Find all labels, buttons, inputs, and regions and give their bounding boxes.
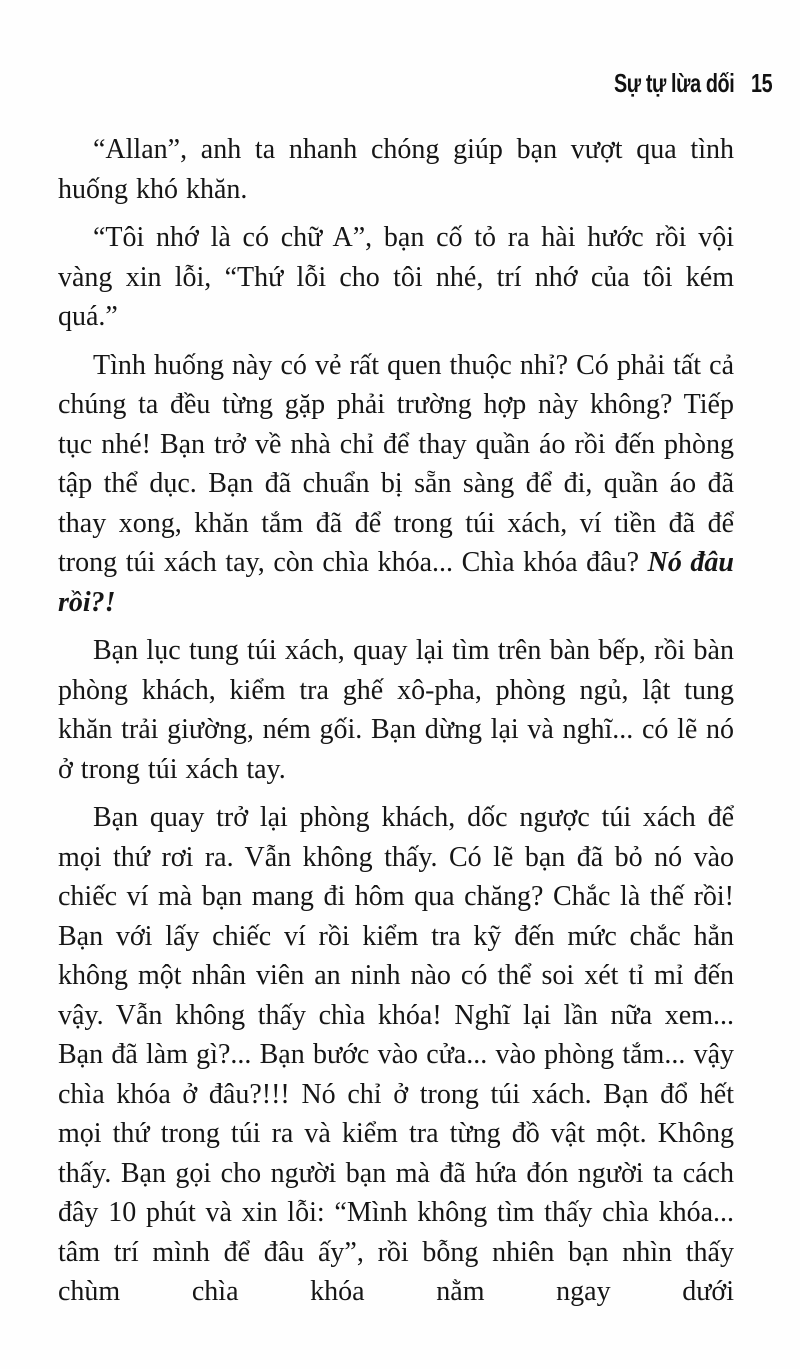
emphasis-text: Nó đâu rồi?! bbox=[58, 547, 735, 618]
page-content bbox=[58, 130, 734, 1312]
running-header bbox=[614, 68, 772, 99]
paragraph: “Tôi nhớ là có chữ A”, bạn cố tỏ ra hài hước rồi vội vàng xin lỗi, “Thứ lỗi cho tôi nhé, trí nhớ của tôi kém quá.” bbox=[58, 222, 734, 332]
paragraph bbox=[58, 346, 734, 623]
paragraph: Bạn lục tung túi xách, quay lại tìm trên bàn bếp, rồi bàn phòng khách, kiểm tra ghế xô-pha, phòng ngủ, lật tung khăn trải giường, ném gối. Bạn dừng lại và nghĩ... có lẽ nó ở trong túi xách tay. bbox=[58, 635, 734, 785]
paragraph: “Allan”, anh ta nhanh chóng giúp bạn vượt qua tình huống khó khăn. bbox=[58, 134, 734, 205]
paragraph-text: Tình huống này có vẻ rất quen thuộc nhỉ? Có phải tất cả chúng ta đều từng gặp phải trường hợp này không? Tiếp tục nhé! Bạn trở về nhà chỉ để thay quần áo rồi đến phòng tập thể dục. Bạn đã chuẩn bị sẵn sàng để đi, quần áo đã thay xong, khăn tắm đã để trong túi xách, ví tiền đã để trong túi xách tay, còn chìa khóa... Chìa khóa đâu? bbox=[58, 349, 734, 578]
page-number: 15 bbox=[750, 68, 772, 98]
running-header-title: Sự tự lừa dối bbox=[613, 68, 735, 98]
paragraph: Bạn quay trở lại phòng khách, dốc ngược túi xách để mọi thứ rơi ra. Vẫn không thấy. Có lẽ bạn đã bỏ nó vào chiếc ví mà bạn mang đi hôm qua chăng? Chắc là thế rồi! Bạn với lấy chiếc ví rồi kiểm tra kỹ đến mức chắc hẳn không một nhân viên an ninh nào có thể soi xét tỉ mỉ đến vậy. Vẫn không thấy chìa khóa! Nghĩ lại lần nữa xem... Bạn đã làm gì?... Bạn bước vào cửa... vào phòng tắm... vậy chìa khóa ở đâu?!!! Nó chỉ ở trong túi xách. Bạn đổ hết mọi thứ trong túi ra và kiểm tra từng đồ vật một. Không thấy. Bạn gọi cho người bạn mà đã hứa đón người ta cách đây 10 phút và xin lỗi: “Mình không tìm thấy chìa khóa... tâm trí mình để đâu ấy”, rồi bỗng nhiên bạn nhìn thấy chùm chìa khóa nằm ngay dưới bbox=[58, 802, 734, 1307]
